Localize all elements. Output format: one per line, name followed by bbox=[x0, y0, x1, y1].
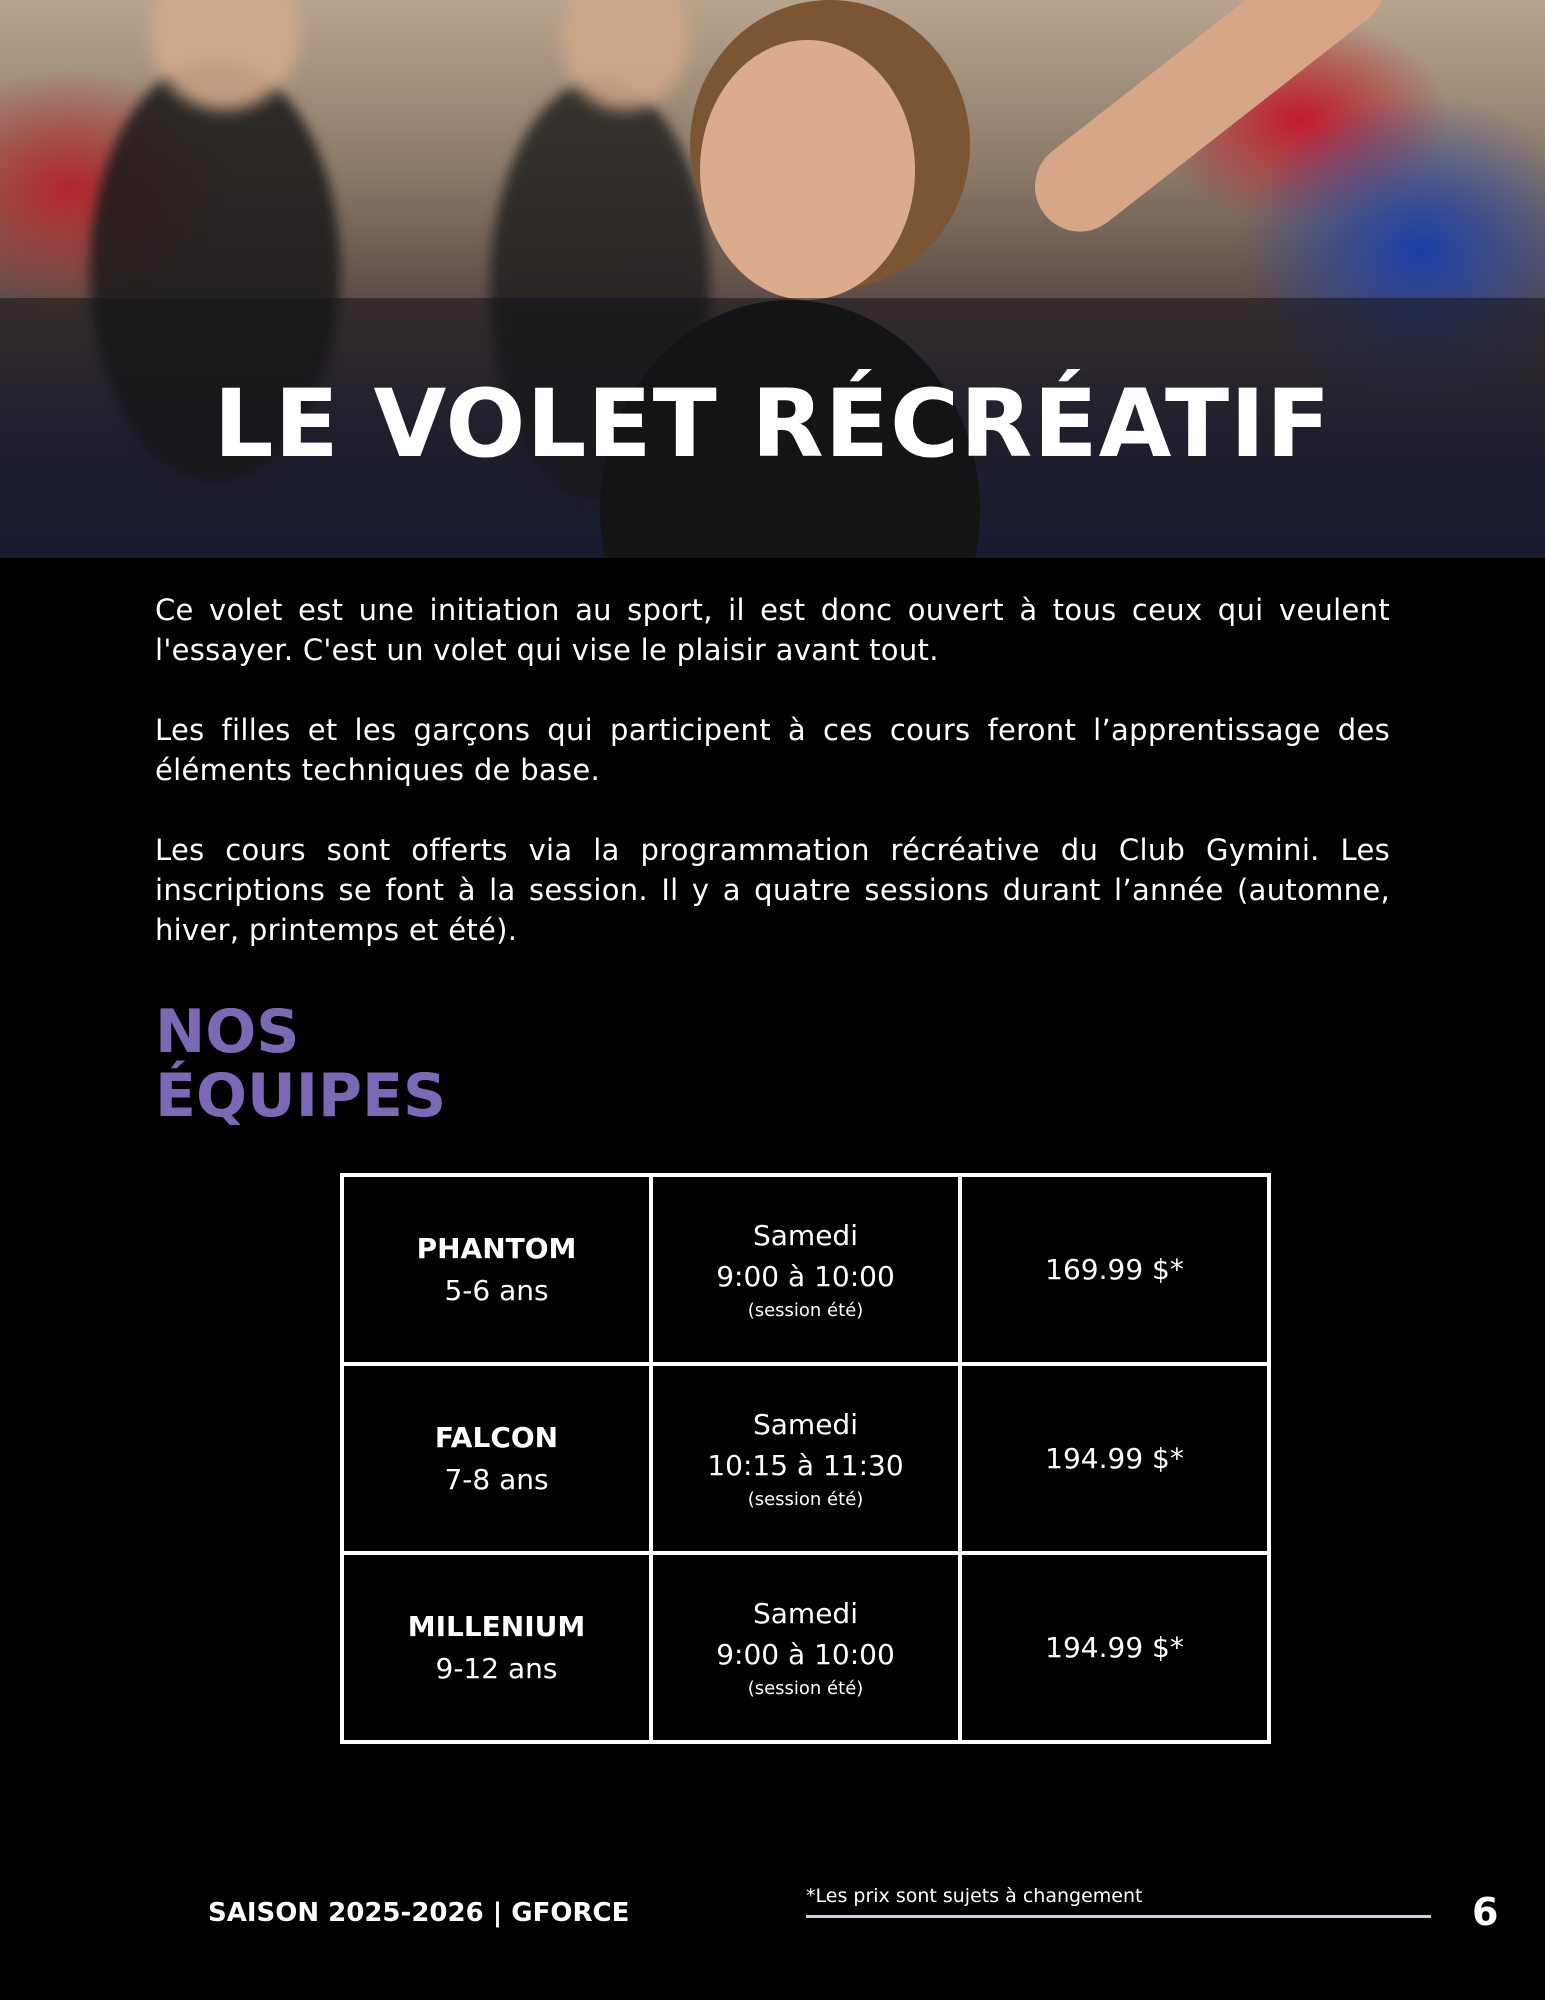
schedule-time: 9:00 à 10:00 bbox=[716, 1637, 895, 1671]
schedule-cell bbox=[651, 1553, 960, 1742]
team-name: MILLENIUM bbox=[407, 1609, 586, 1643]
schedule-day: Samedi bbox=[753, 1596, 858, 1630]
teams-heading-line1: NOS bbox=[155, 997, 300, 1067]
table-row bbox=[342, 1175, 1269, 1364]
schedule-note: (session été) bbox=[747, 1299, 864, 1321]
team-age: 5-6 ans bbox=[444, 1273, 549, 1307]
schedule-day: Samedi bbox=[753, 1407, 858, 1441]
team-age: 9-12 ans bbox=[435, 1651, 558, 1685]
schedule-note: (session été) bbox=[747, 1488, 864, 1510]
team-cell bbox=[342, 1364, 651, 1553]
teams-heading bbox=[155, 997, 447, 1131]
teams-table bbox=[340, 1173, 1271, 1744]
main-gymnast-arm bbox=[1017, 0, 1403, 250]
team-age: 7-8 ans bbox=[444, 1462, 549, 1496]
footer-season: SAISON 2025-2026 | GFORCE bbox=[208, 1898, 630, 1928]
price-cell bbox=[960, 1364, 1269, 1553]
table-row bbox=[342, 1553, 1269, 1742]
schedule-note: (session été) bbox=[747, 1677, 864, 1699]
team-name: FALCON bbox=[434, 1420, 559, 1454]
teams-heading-line2: ÉQUIPES bbox=[155, 1061, 447, 1131]
schedule-cell bbox=[651, 1364, 960, 1553]
team-cell bbox=[342, 1553, 651, 1742]
main-gymnast-face bbox=[700, 40, 915, 300]
page-number: 6 bbox=[1472, 1890, 1499, 1934]
intro-paragraph: Les cours sont offerts via la programmation récréative du Club Gymini. Les inscriptions se font à la session. Il y a quatre sessions durant l’année (automne, hiver, printemps et été). bbox=[155, 833, 1390, 947]
team-price: 169.99 $* bbox=[1045, 1253, 1184, 1286]
intro-paragraph: Les filles et les garçons qui participent à ces cours feront l’apprentissage des éléments techniques de base. bbox=[155, 713, 1390, 787]
intro-text bbox=[155, 590, 1390, 990]
price-cell bbox=[960, 1553, 1269, 1742]
schedule-cell bbox=[651, 1175, 960, 1364]
team-name: PHANTOM bbox=[416, 1231, 577, 1265]
schedule-time: 10:15 à 11:30 bbox=[707, 1448, 904, 1482]
team-price: 194.99 $* bbox=[1045, 1442, 1184, 1475]
hero-photo bbox=[0, 0, 1545, 558]
schedule-time: 9:00 à 10:00 bbox=[716, 1259, 895, 1293]
table-row bbox=[342, 1364, 1269, 1553]
team-price: 194.99 $* bbox=[1045, 1631, 1184, 1664]
intro-paragraph: Ce volet est une initiation au sport, il est donc ouvert à tous ceux qui veulent l'essayer. C'est un volet qui vise le plaisir avant tout. bbox=[155, 593, 1390, 667]
footer-divider bbox=[806, 1915, 1431, 1918]
price-disclaimer: *Les prix sont sujets à changement bbox=[806, 1885, 1143, 1907]
schedule-day: Samedi bbox=[753, 1218, 858, 1252]
team-cell bbox=[342, 1175, 651, 1364]
price-cell bbox=[960, 1175, 1269, 1364]
page-title: LE VOLET RÉCRÉATIF bbox=[213, 370, 1332, 479]
